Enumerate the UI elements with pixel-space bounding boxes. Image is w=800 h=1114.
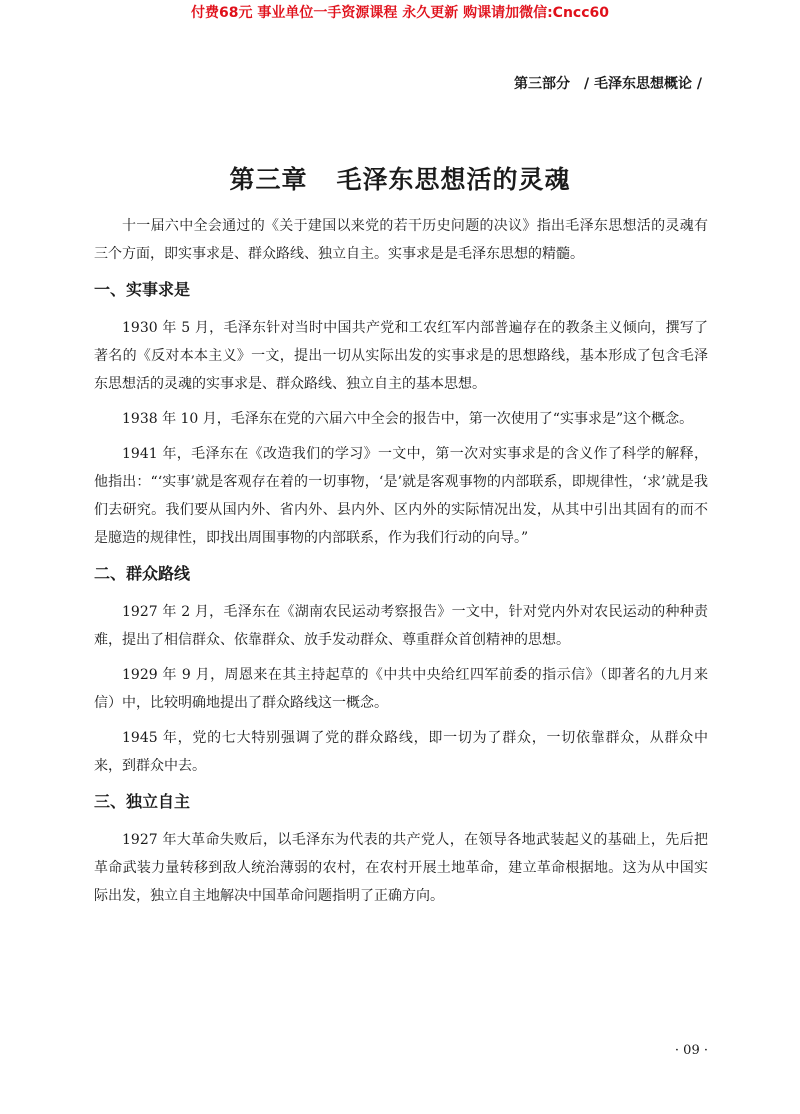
- header-section: / 毛泽东思想概论 /: [584, 76, 702, 92]
- intro-paragraph: 十一届六中全会通过的《关于建国以来党的若干历史问题的决议》指出毛泽东思想活的灵魂有三个方面，即实事求是、群众路线、独立自主。实事求是是毛泽东思想的精髓。: [94, 218, 708, 262]
- page-number: · 09 ·: [674, 1043, 708, 1058]
- paragraph: 1941 年，毛泽东在《改造我们的学习》一文中，第一次对实事求是的含义作了科学的解释，他指出：“‘实事’就是客观存在着的一切事物，‘是’就是客观事物的内部联系，即规律性，‘求’就是我们去研究。我们要从国内外、省内外、县内外、区内外的实际情况出发，从其中引出其固有的而不是臆造的规律性，即找出周围事物的内部联系，作为我们行动的向导。”: [94, 446, 708, 546]
- paragraph: 1927 年大革命失败后，以毛泽东为代表的共产党人，在领导各地武装起义的基础上，先后把革命武装力量转移到敌人统治薄弱的农村，在农村开展土地革命，建立革命根据地。这为从中国实际出发，独立自主地解决中国革命问题指明了正确方向。: [94, 832, 708, 904]
- paragraph: 1927 年 2 月，毛泽东在《湖南农民运动考察报告》一文中，针对党内外对农民运动的种种责难，提出了相信群众、依靠群众、放手发动群众、尊重群众首创精神的思想。: [94, 604, 708, 648]
- section-heading-1: 一、实事求是: [94, 280, 191, 299]
- running-header: [514, 74, 702, 94]
- section-heading-3: 三、独立自主: [94, 792, 191, 811]
- chapter-title: 第三章 毛泽东思想活的灵魂: [229, 164, 571, 194]
- section-heading-2: 二、群众路线: [94, 564, 191, 583]
- paragraph: 1930 年 5 月，毛泽东针对当时中国共产党和工农红军内部普遍存在的教条主义倾向，撰写了著名的《反对本本主义》一文，提出一切从实际出发的实事求是的思想路线，基本形成了包含毛泽东思想活的灵魂的实事求是、群众路线、独立自主的基本思想。: [94, 320, 708, 392]
- header-part: 第三部分: [514, 76, 571, 92]
- paragraph: 1938 年 10 月，毛泽东在党的六届六中全会的报告中，第一次使用了“实事求是”这个概念。: [122, 411, 694, 427]
- watermark-banner: 付费68元 事业单位一手资源课程 永久更新 购课请加微信:Cncc60: [190, 5, 610, 21]
- paragraph: 1945 年，党的七大特别强调了党的群众路线，即一切为了群众，一切依靠群众，从群众中来，到群众中去。: [94, 730, 708, 774]
- paragraph: 1929 年 9 月，周恩来在其主持起草的《中共中央给红四军前委的指示信》（即著名的九月来信）中，比较明确地提出了群众路线这一概念。: [94, 667, 708, 711]
- chapter-body: [94, 212, 708, 917]
